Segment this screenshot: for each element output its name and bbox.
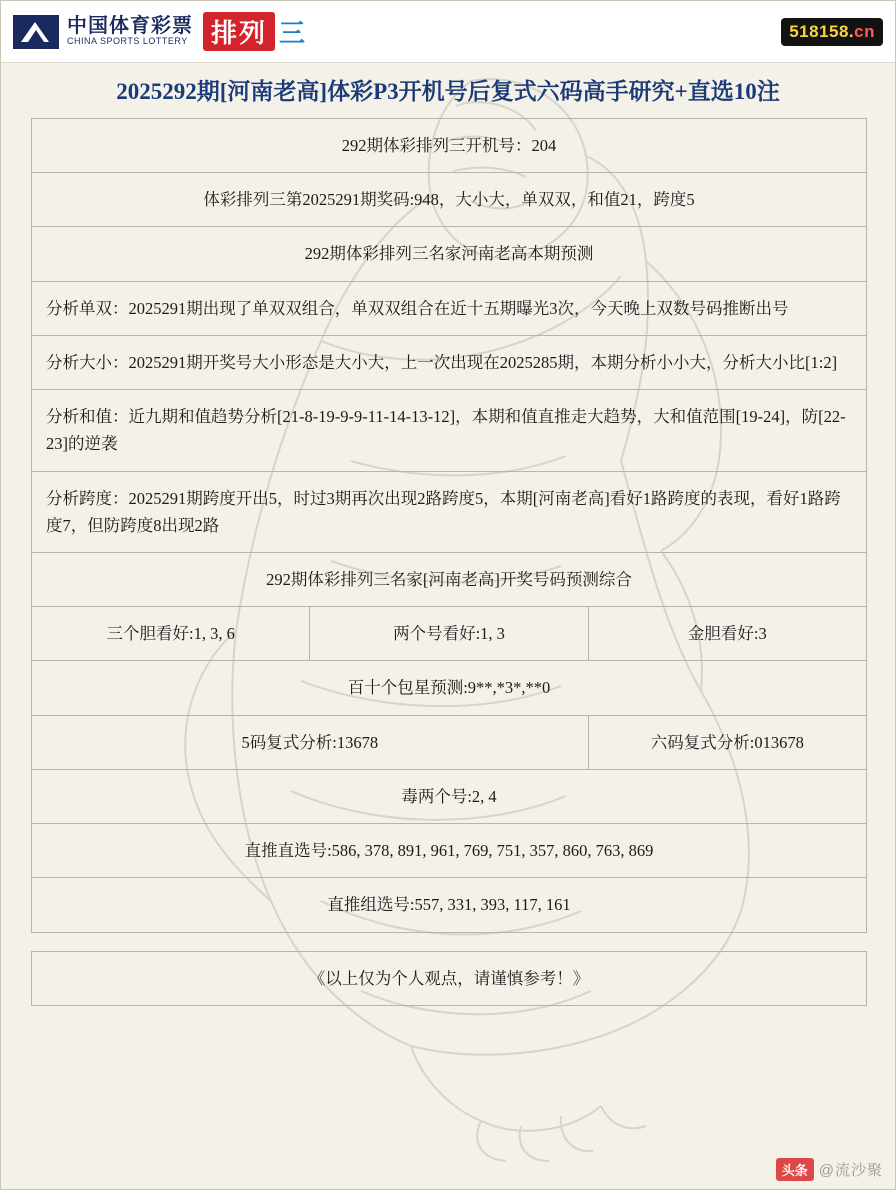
analysis-sum-cell: 分析和值：近九期和值趋势分析[21-8-19-9-9-11-14-13-12]，本期和值直推走大趋势，大和值范围[19-24]，防[22-23]的逆袭 — [32, 390, 867, 471]
prediction-table — [31, 118, 867, 933]
table-row — [32, 607, 867, 661]
analysis-odd-even-cell: 分析单双：2025291期出现了单双双组合，单双双组合在近十五期曝光3次，今天晚上双数号码推断出号 — [32, 281, 867, 335]
site-header — [1, 1, 895, 63]
site-domain-suffix: cn — [854, 21, 875, 41]
table-row — [32, 878, 867, 932]
table-row — [32, 173, 867, 227]
table-row — [32, 824, 867, 878]
footer-area — [1, 1151, 896, 1189]
logo-game-badge: 排列 — [203, 12, 275, 51]
analysis-size-cell: 分析大小：2025291期开奖号大小形态是大小大，上一次出现在2025285期，本期分析小小大，分析大小比[1:2] — [32, 335, 867, 389]
disclaimer-table — [31, 951, 867, 1006]
six-code-cell: 六码复式分析:013678 — [588, 715, 866, 769]
table-row — [32, 471, 867, 552]
toutiao-watermark — [776, 1158, 883, 1181]
gold-dan-cell: 金胆看好:3 — [588, 607, 866, 661]
bai-shi-ge-cell: 百十个包星预测:9**,*3*,**0 — [32, 661, 867, 715]
last-result-cell: 体彩排列三第2025291期奖码:948，大小大，单双双，和值21，跨度5 — [32, 173, 867, 227]
five-code-cell: 5码复式分析:13678 — [32, 715, 589, 769]
table-row — [32, 552, 867, 606]
analysis-span-cell: 分析跨度：2025291期跨度开出5，时过3期再次出现2路跨度5，本期[河南老高]看好1路跨度的表现，看好1路跨度7，但防跨度8出现2路 — [32, 471, 867, 552]
poison-two-cell: 毒两个号:2, 4 — [32, 769, 867, 823]
logo-game-badge-number: 三 — [279, 18, 308, 48]
table-row — [32, 661, 867, 715]
table-row — [32, 335, 867, 389]
author-handle: @流沙聚 — [818, 1162, 883, 1179]
disclaimer-cell: 《以上仅为个人观点，请谨慎参考！》 — [32, 951, 867, 1005]
table-row — [32, 281, 867, 335]
logo-text-block — [67, 16, 193, 46]
site-number: 518158. — [789, 21, 855, 41]
toutiao-badge: 头条 — [776, 1158, 814, 1181]
group-picks-cell: 直推组选号:557, 331, 393, 117, 161 — [32, 878, 867, 932]
table-row — [32, 227, 867, 281]
table-row — [32, 715, 867, 769]
section-summary-header: 292期体彩排列三名家[河南老高]开奖号码预测综合 — [32, 552, 867, 606]
lottery-logo-icon — [13, 15, 59, 49]
logo-chinese-name: 中国体育彩票 — [67, 15, 193, 38]
open-machine-number-cell: 292期体彩排列三开机号：204 — [32, 119, 867, 173]
two-numbers-cell: 两个号看好:1, 3 — [310, 607, 588, 661]
table-row — [32, 769, 867, 823]
site-watermark-tag — [781, 18, 883, 46]
content-area — [31, 118, 865, 1006]
table-row — [32, 119, 867, 173]
page-title: 2025292期[河南老高]体彩P3开机号后复式六码高手研究+直选10注 — [116, 79, 780, 104]
section-forecast-header: 292期体彩排列三名家河南老高本期预测 — [32, 227, 867, 281]
direct-picks-cell: 直推直选号:586, 378, 891, 961, 769, 751, 357, 860, 763, 869 — [32, 824, 867, 878]
table-row — [32, 951, 867, 1005]
three-dan-cell: 三个胆看好:1, 3, 6 — [32, 607, 310, 661]
logo-english-name: CHINA SPORTS LOTTERY — [67, 36, 188, 47]
table-row — [32, 390, 867, 471]
